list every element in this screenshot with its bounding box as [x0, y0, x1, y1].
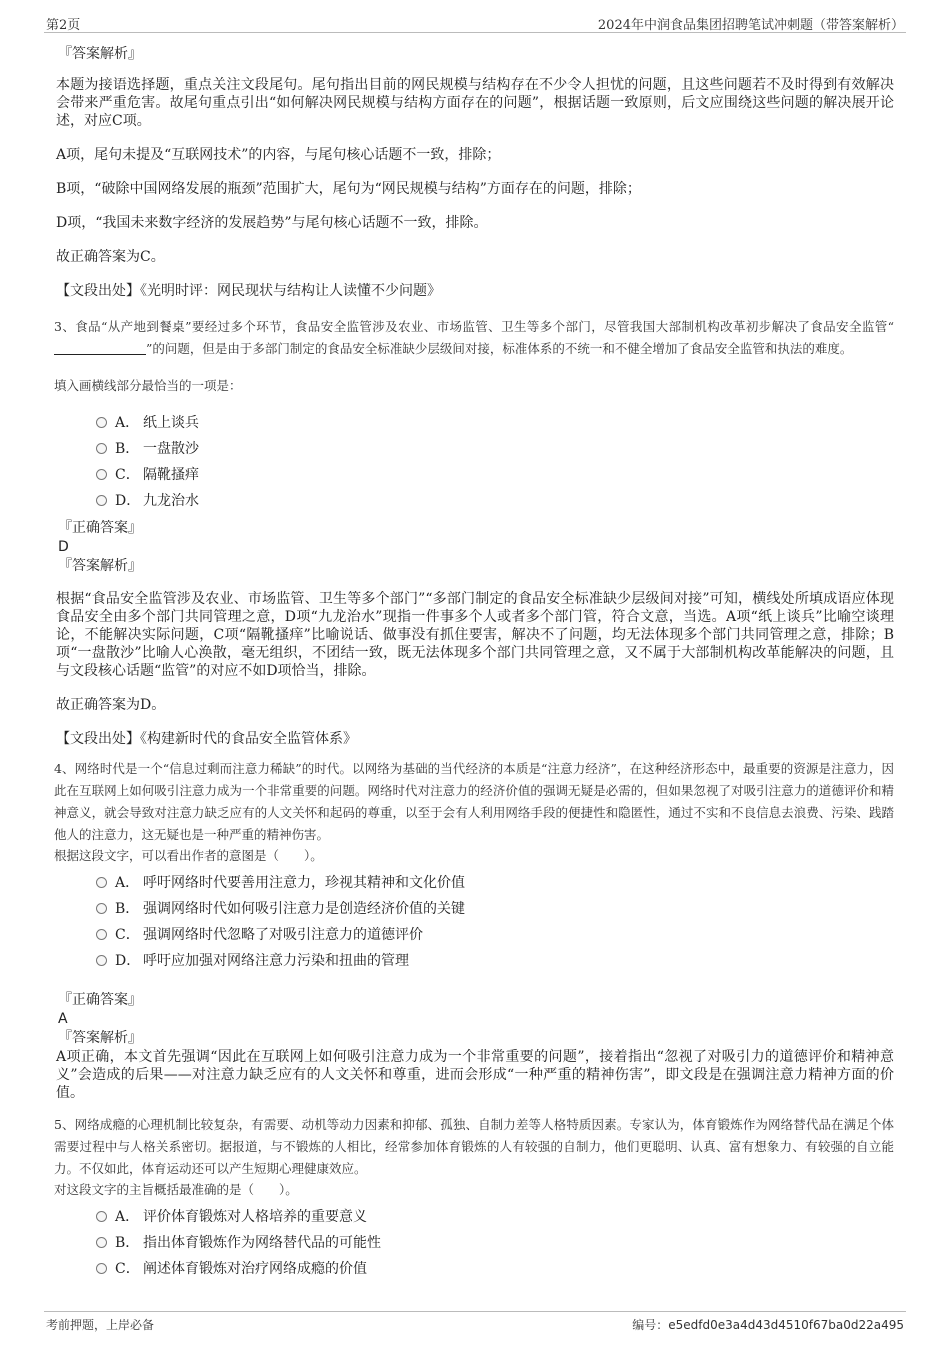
option-letter: C．: [115, 467, 140, 483]
page-number: 第2页: [46, 18, 81, 33]
q3-answer: D: [58, 539, 69, 555]
q5-option-a[interactable]: [96, 1204, 894, 1230]
page-content: [56, 44, 894, 1282]
radio-icon[interactable]: [96, 1263, 107, 1274]
option-text: 呼吁网络时代要善用注意力，珍视其精神和文化价值: [143, 875, 465, 891]
footer-slogan: 考前押题，上岸必备: [46, 1318, 155, 1332]
option-text: 评价体育锻炼对人格培养的重要意义: [143, 1209, 367, 1225]
q4-option-a[interactable]: [96, 870, 894, 896]
q2-analysis-label: 『答案解析』: [58, 46, 142, 62]
radio-icon[interactable]: [96, 929, 107, 940]
option-letter: A．: [115, 1209, 140, 1225]
option-letter: B．: [115, 441, 140, 457]
q4-analysis-label: 『答案解析』: [58, 1030, 142, 1046]
radio-icon[interactable]: [96, 955, 107, 966]
radio-icon[interactable]: [96, 1211, 107, 1222]
q5-option-c[interactable]: [96, 1256, 894, 1282]
option-text: 呼吁应加强对网络注意力污染和扭曲的管理: [143, 953, 409, 969]
q3-stem-after: ”的问题，但是由于多部门制定的食品安全标准缺少层级间对接，标准体系的不统一和不健全增加了食品安全监管和执法的难度。: [146, 341, 853, 356]
option-text: 一盘散沙: [143, 441, 199, 457]
q4-answer: A: [58, 1011, 68, 1027]
option-letter: C．: [115, 1261, 140, 1277]
radio-icon[interactable]: [96, 417, 107, 428]
q4-answer-label: 『正确答案』: [58, 992, 142, 1008]
q3-option-d[interactable]: [96, 488, 894, 514]
radio-icon[interactable]: [96, 1237, 107, 1248]
option-text: 隔靴搔痒: [143, 467, 199, 483]
q5-stem: 5、网络成瘾的心理机制比较复杂，有需要、动机等动力因素和抑郁、孤独、自制力差等人格特质因素。专家认为，体育锻炼作为网络替代品在满足个体需要过程中与人格关系密切。据报道，与不锻炼的人相比，经常参加体育锻炼的人有较强的自制力，他们更聪明、认真、富有想象力、有较强的自立能力。不仅如此，体育运动还可以产生短期心理健康效应。: [54, 1117, 894, 1176]
document-id-value: e5edfd0e3a4d43d4510f67ba0d22a495: [668, 1318, 904, 1332]
q3-analysis: 根据“食品安全监管涉及农业、市场监管、卫生等多个部门”“多部门制定的食品安全标准缺少层级间对接”可知，横线处所填成语应体现食品安全由多个部门共同管理之意，D项“九龙治水”现指一件事多个人或者多个部门管，符合文意，当选。A项“纸上谈兵”比喻空谈理论，不能解决实际问题，C项“隔靴搔痒”比喻说话、做事没有抓住要害，解决不了问题，均无法体现多个部门共同管理之意，排除；B项“一盘散沙”比喻人心涣散，毫无组织，不团结一致，既无法体现多个部门共同管理之意，又不属于大部制机构改革能解决的问题，且与文段核心话题“监管”的对应不如D项恰当，排除。: [56, 591, 894, 679]
option-letter: C．: [115, 927, 140, 943]
q3-analysis-label: 『答案解析』: [58, 558, 142, 574]
q2-conclusion: 故正确答案为C。: [56, 249, 165, 265]
q3-blank: [54, 340, 146, 355]
radio-icon[interactable]: [96, 903, 107, 914]
radio-icon[interactable]: [96, 495, 107, 506]
q2-source: 【文段出处】《光明时评：网民现状与结构让人读懂不少问题》: [56, 283, 441, 299]
q3-option-c[interactable]: [96, 462, 894, 488]
option-text: 纸上谈兵: [143, 415, 199, 431]
q5-options: [96, 1204, 894, 1282]
q3-stem: [54, 316, 894, 360]
option-text: 强调网络时代忽略了对吸引注意力的道德评价: [143, 927, 423, 943]
document-id-label: 编号：: [632, 1318, 669, 1332]
q4-option-c[interactable]: [96, 922, 894, 948]
q4-analysis: A项正确，本文首先强调“因此在互联网上如何吸引注意力成为一个非常重要的问题”，接着指出“忽视了对吸引力的道德评价和精神意义”会造成的后果——对注意力缺乏应有的人文关怀和尊重，进而会形成“一种严重的精神伤害”，即文段是在强调注意力精神方面的价值。: [56, 1049, 894, 1101]
q4-option-d[interactable]: [96, 948, 894, 974]
q2-analysis-a: A项，尾句未提及“互联网技术”的内容，与尾句核心话题不一致，排除；: [56, 147, 501, 163]
q5-prompt: 对这段文字的主旨概括最准确的是（ ）。: [54, 1182, 298, 1197]
q3-answer-label: 『正确答案』: [58, 520, 142, 536]
option-letter: B．: [115, 901, 140, 917]
radio-icon[interactable]: [96, 469, 107, 480]
document-id: [632, 1316, 904, 1333]
radio-icon[interactable]: [96, 443, 107, 454]
q3-options: [96, 410, 894, 514]
option-text: 指出体育锻炼作为网络替代品的可能性: [143, 1235, 381, 1251]
document-title: 2024年中润食品集团招聘笔试冲刺题（带答案解析）: [597, 18, 904, 33]
option-letter: A．: [115, 875, 140, 891]
q4-option-b[interactable]: [96, 896, 894, 922]
q3-stem-before: 3、食品“从产地到餐桌”要经过多个环节，食品安全监管涉及农业、市场监管、卫生等多个部门，尽管我国大部制机构改革初步解决了食品安全监管“: [54, 319, 894, 334]
q4-prompt: 根据这段文字，可以看出作者的意图是（ ）。: [54, 848, 323, 863]
option-text: 强调网络时代如何吸引注意力是创造经济价值的关键: [143, 901, 465, 917]
option-letter: D．: [115, 493, 141, 509]
q4-stem: 4、网络时代是一个“信息过剩而注意力稀缺”的时代。以网络为基础的当代经济的本质是“注意力经济”，在这种经济形态中，最重要的资源是注意力，因此在互联网上如何吸引注意力成为一个非常重要的问题。网络时代对注意力的经济价值的强调无疑是必需的，但如果忽视了对吸引注意力的道德评价和精神意义，就会导致对注意力缺乏应有的人文关怀和起码的尊重，以至于会有人利用网络手段的便捷性和隐匿性，通过不实和不良信息去浪费、污染、践踏他人的注意力，这无疑也是一种严重的精神伤害。: [54, 761, 894, 842]
q4-options: [96, 870, 894, 974]
option-letter: A．: [115, 415, 140, 431]
q5-option-b[interactable]: [96, 1230, 894, 1256]
q3-source: 【文段出处】《构建新时代的食品安全监管体系》: [56, 731, 357, 747]
page-header: [44, 12, 906, 33]
option-letter: B．: [115, 1235, 140, 1251]
page-footer: [44, 1311, 906, 1336]
q3-conclusion: 故正确答案为D。: [56, 697, 166, 713]
q3-option-a[interactable]: [96, 410, 894, 436]
option-text: 九龙治水: [143, 493, 199, 509]
radio-icon[interactable]: [96, 877, 107, 888]
option-letter: D．: [115, 953, 141, 969]
q2-analysis-intro: 本题为接语选择题，重点关注文段尾句。尾句指出目前的网民规模与结构存在不少令人担忧的问题，且这些问题若不及时得到有效解决会带来严重危害。故尾句重点引出“如何解决网民规模与结构方面存在的问题”，根据话题一致原则，后文应围绕这些问题的解决展开论述，对应C项。: [56, 77, 894, 129]
q2-analysis-d: D项，“我国未来数字经济的发展趋势”与尾句核心话题不一致，排除。: [56, 215, 488, 231]
q3-option-b[interactable]: [96, 436, 894, 462]
option-text: 阐述体育锻炼对治疗网络成瘾的价值: [143, 1261, 367, 1277]
q2-analysis-b: B项，“破除中国网络发展的瓶颈”范围扩大，尾句为“网民规模与结构”方面存在的问题，排除；: [56, 181, 641, 197]
q3-prompt: 填入画横线部分最恰当的一项是：: [54, 378, 242, 393]
